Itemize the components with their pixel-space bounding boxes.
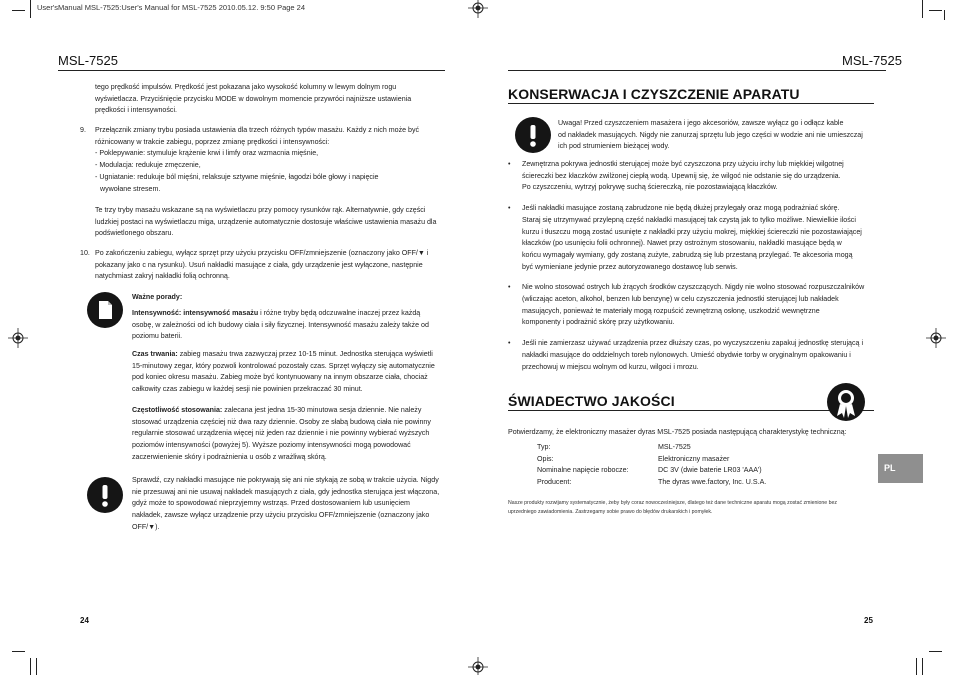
list-item: • Zewnętrzna pokrywa jednostki sterującej może być czyszczona przy użyciu irchy lub miękkiej wilgotnej ściereczki bez kłaczków zwilżonej ciepłą wodą. Upewnij się, że wilgoć nie odstanie się do urządzenia. Po czyszczeniu, wytrzyj pokrywę suchą ściereczką, nie pozostawiającą kłaczków.: [508, 160, 844, 192]
section-heading: ŚWIADECTWO JAKOŚCI: [508, 393, 675, 409]
heading-rule: [508, 410, 874, 411]
crop-mark: [30, 658, 31, 675]
bullet-icon: •: [508, 204, 511, 213]
item-10: Po zakończeniu zabiegu, wyłącz sprzęt przy użyciu przycisku OFF/zmniejszenie (oznaczony jako OFF/▼ i pokazany jako c na rysunku). Usuń nakładki masujące z ciała, gdy urządzenie jest wyłączone, następnie natychmiast zakryj nakładki folią ochronną.: [95, 249, 429, 281]
table-row: Nominalne napięcie robocze: DC 3V (dwie baterie LR03 'AAA'): [537, 466, 762, 475]
table-row: Typ: MSL-7525: [537, 443, 691, 451]
certificate-intro: Potwierdzamy, że elektroniczny masażer dyras MSL-7525 posiada następującą charakterystykę techniczną:: [508, 428, 847, 436]
item-9: Przełącznik zmiany trybu posiada ustawienia dla trzech różnych typów masażu. Każdy z nich może być różnicowany w trakcie zabiegu, poprzez zmianę prędkości i intensywności: - Poklepywanie: stymuluje krążenie krwi i limfy oraz wzmacnia mięśnie, - Modulacja: redukuje zmęczenie, - Ugniatanie: redukuje ból mięśni, relaksuje sztywne mięśnie, łagodzi bóle głowy i napięcie wywołane stresem.: [95, 126, 420, 193]
caution-paragraph: Uwaga! Przed czyszczeniem masażera i jego akcesoriów, zawsze wyłącz go i odłącz kable od nakładek masujących. Nigdy nie zanurzaj sprzętu lub jego części w wodzie ani nie umieszczaj ich pod strumieniem bieżącej wody.: [558, 119, 863, 151]
note-icon: [87, 292, 123, 328]
quality-seal-icon: [826, 382, 866, 422]
crop-mark: [916, 658, 917, 675]
warning-icon: [515, 117, 551, 153]
list-item: • Jeśli nie zamierzasz używać urządzenia przez dłuższy czas, po wyczyszczeniu zapakuj jednostkę sterującą i nakładki masujące do oddzielnych toreb nylonowych. Umieść obydwie torby w oryginalnym opakowaniu i przechowuj w miejscu wolnym od kurzu, wilgoci i mrozu.: [508, 339, 864, 371]
spec-table: [537, 443, 766, 489]
tips-title: Ważne porady:: [132, 293, 183, 301]
crop-mark: [30, 0, 31, 18]
print-header: User'sManual MSL-7525:User's Manual for MSL-7525 2010.05.12. 9:50 Page 24: [37, 3, 306, 12]
crop-mark: [36, 658, 37, 675]
registration-mark-icon: [926, 328, 946, 348]
bullet-list: [508, 159, 882, 373]
registration-mark-icon: [8, 328, 28, 348]
page-number: 25: [864, 616, 873, 625]
tip-duration: Czas trwania: zabieg masażu trwa zazwyczaj przez 10-15 minut. Jednostka sterująca wyświetli 15-minutowy zegar, który pozwoli kontrolować pozostały czas. Sprzęt wyłączy się automatycznie pod koniec okresu masażu. Zabieg może być kontynuowany na innym obszarze ciała, chociaż całkowity czas zabiegu w każdej sesji nie powinien przekraczać 30 minut.: [132, 350, 435, 394]
bullet-icon: •: [508, 160, 511, 168]
tip-intensity: Intensywność: intensywność masażu i różne tryby będą odczuwalne inaczej przez każdą osobę, w zależności od ich budowy ciała i siły fizycznej. Intensywność masażu zależy także od poziomu baterii.: [132, 309, 429, 341]
header-rule: [508, 70, 886, 71]
crop-mark: [944, 10, 945, 20]
item-9-continued: Te trzy tryby masażu wskazane są na wyświetlaczu przy pomocy rysunków rąk. Alternatywnie, gdy części ludzkiej postaci na wyświetlaczu miga, urządzenie automatycznie dostosuje właściwe ustawienia masażu dla podświetlonego obszaru.: [95, 206, 437, 238]
list-item: • Nie wolno stosować ostrych lub żrących środków czyszczących. Nigdy nie wolno stosować rozpuszczalników (wliczając aceton, alkohol, benzen lub benzynę) w celu czyszczenia jednostki sterującej lub nakładek masujących, ponieważ te materiały mogą rozpuścić zewnętrzną osłonę, uszkodzić wewnętrzne komponenty i podrażnić skórę przy użytkowaniu.: [508, 283, 865, 327]
crop-mark: [929, 651, 942, 652]
crop-mark: [12, 10, 25, 11]
crop-mark: [922, 658, 923, 675]
language-tab: PL: [878, 454, 923, 483]
registration-mark-icon: [468, 657, 488, 675]
warning-paragraph: Sprawdź, czy nakładki masujące nie pokrywają się ani nie stykają ze sobą w trakcie użycia. Nigdy nie przesuwaj ani nie usuwaj nakładek masujących z ciała, gdy jednostka sterująca jest włączona, gdyż może to spowodować nieprzyjemny wstrząs. Przed dostosowaniem lub usunięciem nakładek, zawsze wyłącz urządzenie przy użyciu przycisku OFF/zmniejszenie (oznaczony jako OFF/▼).: [132, 476, 440, 531]
table-row: Opis: Elektroniczny masażer: [537, 454, 730, 463]
intro-paragraph: tego prędkość impulsów. Prędkość jest pokazana jako wysokość kolumny w lewym dolnym rogu wyświetlacza. Przyciśnięcie przycisku MODE w dowolnym momencie przywróci najniższe ustawienia prędkości i intensywności.: [95, 83, 412, 115]
crop-mark: [929, 10, 942, 11]
model-label: MSL-7525: [842, 53, 902, 68]
crop-mark: [12, 651, 25, 652]
registration-mark-icon: [468, 0, 488, 18]
warning-icon: [87, 477, 123, 513]
header-rule: [58, 70, 445, 71]
model-label: MSL-7525: [58, 53, 118, 68]
heading-rule: [508, 103, 874, 104]
bullet-icon: •: [508, 339, 511, 348]
list-item: • Jeśli nakładki masujące zostaną zabrudzone nie będą dłużej przylegały oraz mogą podrażniać skórę. Staraj się utrzymywać przylepną część nakładki masującej tak czystą jak to tylko możliwe. Niewielkie ilości kurzu i tłuszczu mogą zostać usunięte z nakładki przy użyciu mokrej, miękkiej ściereczki nie pozostawiającej kłaczków (po usunięciu folii ochronnej). Nawet przy ostrożnym stosowaniu, nakładki masujące będą w końcu wymagały wymiany, gdy zostaną zużyte, zabrudzą się lub przestaną przylegać. Te akcesoria mogą być wymieniane jedynie przez autoryzowanego dostawcę lub serwis.: [508, 204, 862, 271]
item-number: 9.: [80, 126, 86, 134]
bullet-icon: •: [508, 283, 511, 292]
item-number: 10.: [80, 249, 90, 257]
section-heading: KONSERWACJA I CZYSZCZENIE APARATU: [508, 86, 800, 102]
crop-mark: [922, 0, 923, 18]
table-row: Producent: The dyras wwe.factory, Inc. U.S.A.: [537, 477, 767, 486]
footnote: Nasze produkty rozwijamy systematycznie, żeby były coraz nowocześniejsze, dlatego też dane techniczne aparatu mogą zostać zmienione bez uprzedniego zawiadomienia. Zastrzegamy sobie prawo do błędów drukarskich i pomyłek.: [508, 500, 837, 515]
tip-frequency: Częstotliwość stosowania: zalecana jest jedna 15-30 minutowa sesja dziennie. Nie należy stosować urządzenia częściej niż dwa razy dziennie. Osoby ze słabą budową ciała nie powinny regularnie stosować urządzenia więcej niż jeden raz dziennie i nie powinny wybierać wyższych poziomów intensywności (powyżej 5). Wyższe poziomy intensywności mogą powodować zaczerwienienie skóry i podrażnienia u osób z wrażliwą skórą.: [132, 406, 431, 461]
page-number: 24: [80, 616, 89, 625]
